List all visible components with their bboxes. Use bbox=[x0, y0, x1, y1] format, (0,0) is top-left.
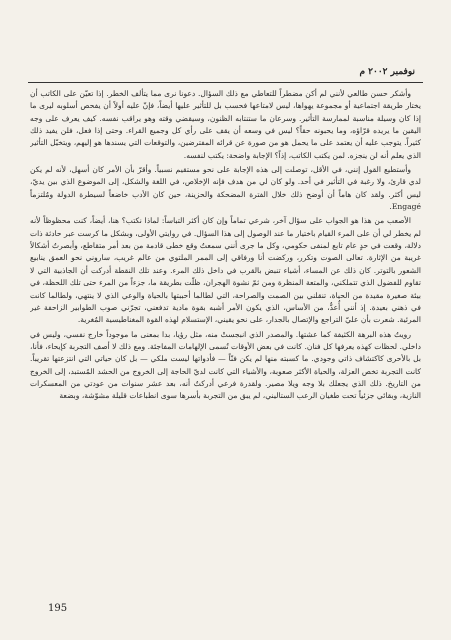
page-body bbox=[30, 88, 421, 593]
header-date: نوفمبر ٢٠٠٢ م bbox=[359, 67, 415, 77]
paragraph: وأستطيع القول إنني، في الأقل، توصلت إلى هذه الإجابة على نحو مستقيم نسبياً. وأقرّ بأن الأمر كان أسهل، لأنه لم يكن لدي قارئ، ولا رغبة في التأثير في أحد. ولو كان لي من هدف فإنه الإخلاص، في اللغة والشكل، إلى الموضوع الذي بين يديّ، ليس أكثر. ولقد كان هاماً أن أوضح ذلك خلال الفترة المضحكة والحزينة، حين كان الأدب خاضعاً لسيطرة الدولة ومُلتزماً Engagé. bbox=[30, 165, 421, 212]
page-number: 195 bbox=[48, 603, 68, 614]
running-header bbox=[28, 66, 423, 83]
paragraph: الأصعب من هذا هو الجواب على سؤال آخر، شرعي تماماً وإن كان أكثر التباساً: لماذا نكتب؟ هنا، أيضاً، كنت محظوظاً لأنه لم يخطر لي أن على المرء القيام باختيار ما عند الوصول إلى هذا السؤال. في روايتي الأولى، وبشكل ما كرست عبر حادثة ذات دلالة، وقعت في حدٍ عام تابع لمنفى حكومي، وكل ما جرى أنني سمعتُ وقع خطى قادمة من بعد أمر متقاطع، وأبصرتُ أشكالاً غريبة من الإثارة. تعالى الصوت وتكرر، وركضت أنا ورفاقي إلى الممر الملتوي من عالم غريب، ساروني نحو العمق ينابيع الشعور بالتوتر. كان ذلك عن المساء، أشياء تنبض بالقرب في داخل ذلك المرء. وعند تلك النقطة أدركت أن الجاذبية التي لا تقاوم للفضول الذي تتملكني، والمتعة المنظرة ومن ثمّ نشوة الهجران، ظلّت بطريقة ما، جزءاً من المرء حتى تلك اللحظة، في بيئة صغيرة مقيدة من الحياة، تنقلني بين الصمت والصراحة، التي لطالما أحببتها بالحياة والوعي الذي لا ينتهي، ولطالما كانت في ذهني بعيدة. إذ أنني أُعدُّ، من الأساس، الذي يكون الأمر أشبه بقوة مادية تدفعني، تجرّني صوب الطوابير الزاحفة غير المرئية. شعرت بأن عليّ التراجع والإتصال بالجدار، على نحو يقيني، الإستسلام لهذه القوة المغناطيسية المُغرية. bbox=[30, 216, 421, 325]
paragraph: وأشكر حسن طالعي لأنني لم أكن مضطراً للتعاطي مع ذلك السؤال. دعونا نرى مما يتألف الخطر. إذا تعيّن على الكاتب أن يختار طريقة اجتماعية أو مجموعة يهواها، ليس لامتاعها فحسب بل للتأثير عليها أيضاً، فإنّ عليه أولاً أن يفحص أسلوبه ليرى ما إذا كان وسيلة مناسبة لممارسة التأثير. وسرعان ما ستنتابه الظنون، وسيقضي وقته وهو يراقب نفسه. كيف يعرف على وجه اليقين ما يريده قرّاؤه، وما يحبونه حقاً؟ ليس في وسعه أن يقف على رأي كل وجميع القراء. وحتى إذا فعل، فلن يفيد ذلك كثيراً. يتوجب عليه أن يعتمد على ما يحمل هو من صورة عن قرائه المفترضين، والتوقعات التي يسندها هو إليهم، ويتخيّل التأثير الذي يعلم أنه لن ينجزه. لمن يكتب الكاتب، إذاً؟ الإجابة واضحة: يكتب لنفسه. bbox=[30, 89, 421, 160]
paragraph: رويتُ هذه البرهة الكثيفة كما عشتها. والمصدر الذي انبجستْ منه، مثل رؤيا، بدا بمعنى ما موجوداً خارج نفسي، وليس في داخلي. لحظات كهذه يعرفها كل فنان. كانت في بعض الأوقات تُسمى الإلهامات المفاجئة. ومع ذلك لا أصف التجربة كإيحاء، فأنا، بل بالأحرى كاكتشاف ذاتي وجودي. ما كسبته منها لم يكن فنّاً — فأدواتها ليست ملكي — بل كان حياتي التي انتزعتها تقريباً. كانت التجربة تخص العزلة، والحياة الأكثر صعوبة، والأشياء التي كانت لديّ الحاجة إلى الخروج من الحشد المُستبد، إلى الخروج من التاريخ. ذلك الذي يجعلك بلا وجه ويلا مصير. ولقدرة فرعي أدركتُ أنه، بعد عشر سنوات من عودتي من المعسكرات النازية، وبقائي جزئياً تحت طغيان الرعب الستاليني، لم يبق من التجربة بأسرها سوى انطباعات قليلة مشوّشة، وبضعة bbox=[30, 329, 421, 401]
